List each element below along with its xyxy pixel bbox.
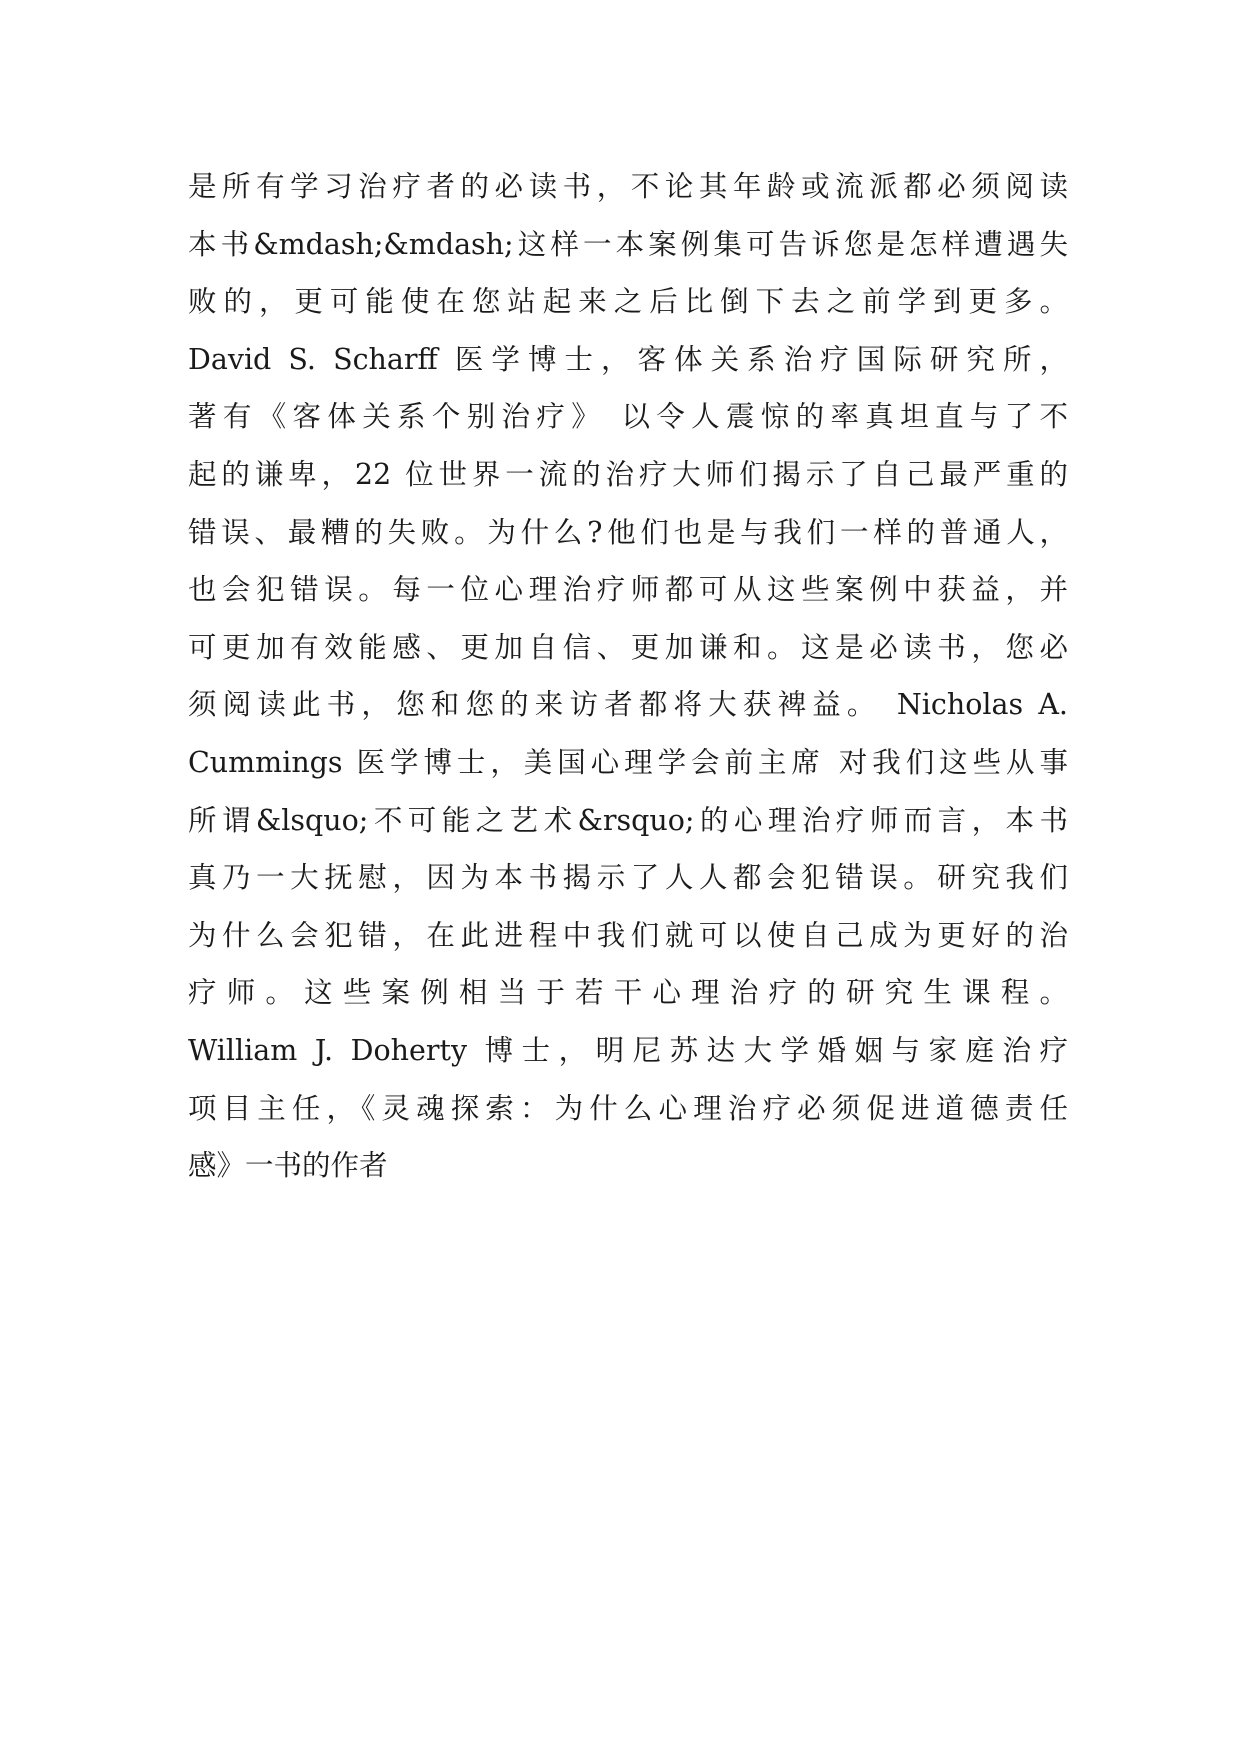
text-line: 可更加有效能感、更加自信、更加谦和。这是必读书，您必 (188, 630, 1068, 664)
text-line: 为什么会犯错，在此进程中我们就可以使自己成为更好的治 (188, 918, 1068, 952)
text-line: 错误、最糟的失败。为什么?他们也是与我们一样的普通人， (188, 515, 1068, 549)
text-line: Cummings 医学博士，美国心理学会前主席 对我们这些从事 (188, 745, 1068, 779)
text-line: 起的谦卑，22 位世界一流的治疗大师们揭示了自己最严重的 (188, 457, 1068, 491)
text-line: 也会犯错误。每一位心理治疗师都可从这些案例中获益，并 (188, 573, 1068, 607)
text-line: 疗师。这些案例相当于若干心理治疗的研究生课程。 (188, 976, 1068, 1010)
text-line: 本书&mdash;&mdash;这样一本案例集可告诉您是怎样遭遇失 (188, 227, 1068, 261)
text-line: 著有《客体关系个别治疗》 以令人震惊的率真坦直与了不 (188, 400, 1068, 434)
text-line: William J. Doherty 博士，明尼苏达大学婚姻与家庭治疗 (188, 1033, 1068, 1067)
text-line: 是所有学习治疗者的必读书，不论其年龄或流派都必须阅读 (188, 170, 1068, 203)
text-line: 项目主任，《灵魂探索：为什么心理治疗必须促进道德责任 (188, 1091, 1068, 1125)
text-line: 须阅读此书，您和您的来访者都将大获裨益。 Nicholas A. (188, 688, 1068, 722)
text-line: 所谓&lsquo;不可能之艺术&rsquo;的心理治疗师而言，本书 (188, 803, 1068, 837)
text-line: 败的，更可能使在您站起来之后比倒下去之前学到更多。 (188, 285, 1068, 319)
text-line-last: 感》一书的作者 (188, 1149, 388, 1183)
text-line: 真乃一大抚慰，因为本书揭示了人人都会犯错误。研究我们 (188, 861, 1068, 895)
body-paragraph (188, 158, 1068, 1195)
text-line: David S. Scharff 医学博士，客体关系治疗国际研究所， (188, 342, 1068, 376)
